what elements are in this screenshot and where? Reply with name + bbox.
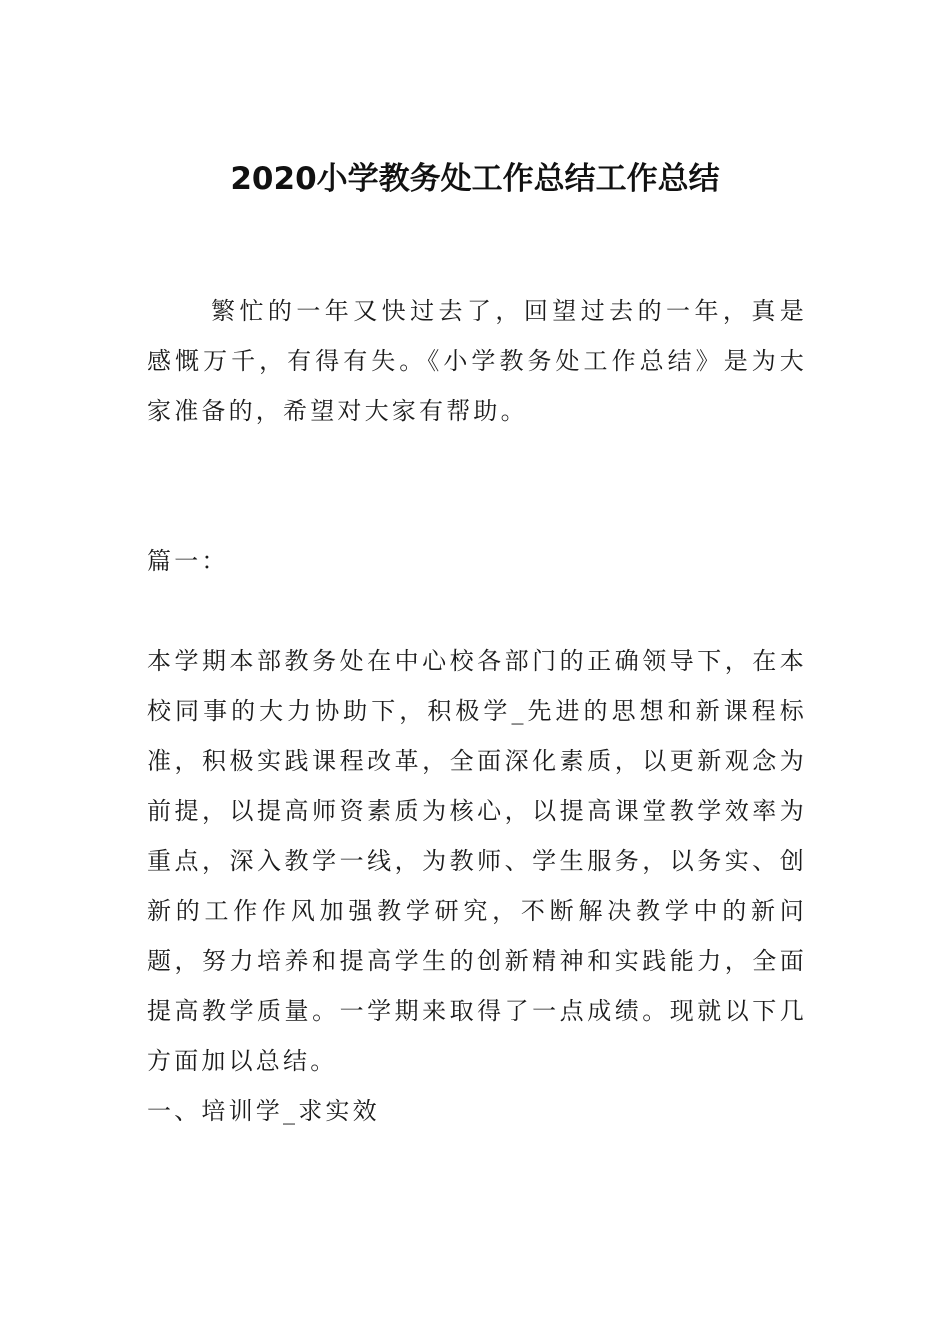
intro-paragraph: 繁忙的一年又快过去了，回望过去的一年，真是感慨万千，有得有失。《小学教务处工作总结》是为大家准备的，希望对大家有帮助。 xyxy=(147,297,807,425)
section-label: 篇一： xyxy=(147,547,229,575)
section-heading: 一、培训学_求实效 xyxy=(147,1097,380,1125)
body-paragraph: 本学期本部教务处在中心校各部门的正确领导下，在本校同事的大力协助下，积极学_先进的思想和新课程标准，积极实践课程改革，全面深化素质，以更新观念为前提，以提高师资素质为核心，以提高课堂教学效率为重点，深入教学一线，为教师、学生服务，以务实、创新的工作作风加强教学研究，不断解决教学中的新问题，努力培养和提高学生的创新精神和实践能力，全面提高教学质量。一学期来取得了一点成绩。现就以下几方面加以总结。 xyxy=(147,647,807,1075)
document-title: 2020小学教务处工作总结工作总结 xyxy=(230,161,720,197)
